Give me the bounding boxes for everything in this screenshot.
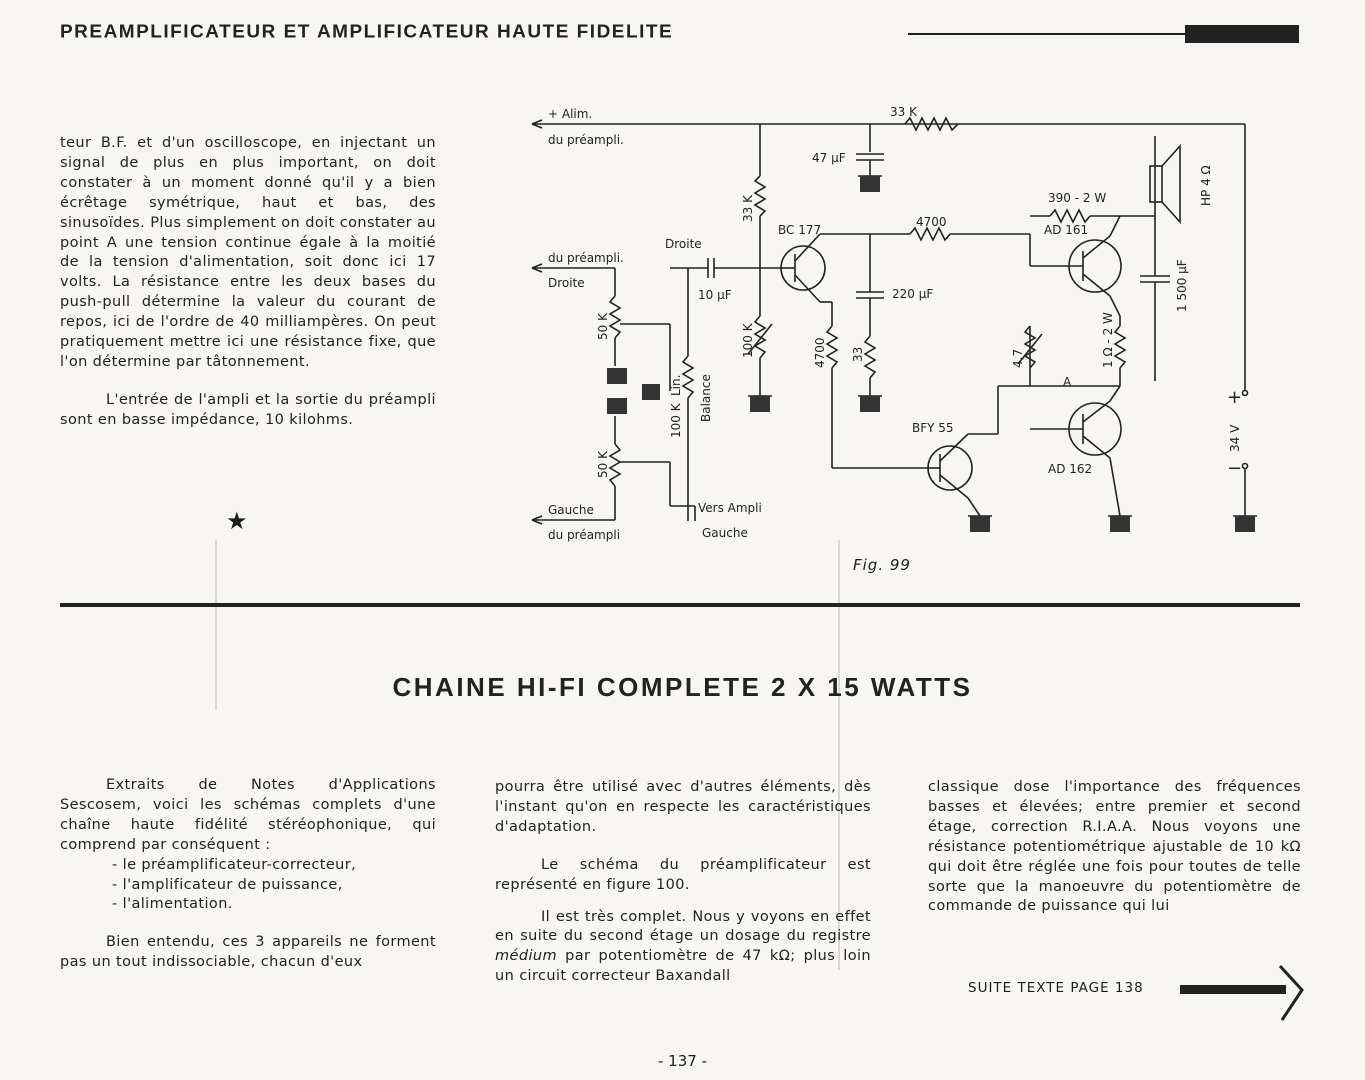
label-du-preampli: du préampli.: [548, 251, 624, 265]
label-r47: 4,7: [1011, 348, 1025, 368]
label-r33k: 33 K: [890, 105, 917, 119]
label-point-a: A: [1063, 375, 1072, 389]
label-c47: 47 µF: [812, 151, 846, 165]
figure-caption: Fig. 99: [853, 556, 911, 574]
label-minus: −: [1227, 458, 1243, 479]
label-ad162: AD 162: [1048, 462, 1093, 476]
paragraph: Extraits de Notes d'Applications Sescosem, voici les schémas complets d'une chaîne haute fidélité stéréophonique, qui comprend par conséquent :: [60, 777, 436, 853]
paragraph: Bien entendu, ces 3 appareils ne forment pas un tout indissociable, chacun d'eux: [60, 934, 436, 971]
label-gauche: Gauche: [548, 503, 594, 517]
list-item: - le préamplificateur-correcteur,: [112, 856, 357, 873]
label-c10: 10 µF: [698, 288, 732, 302]
label-r33k-vertical: 33 K: [741, 195, 755, 222]
label-balance: Balance: [699, 374, 713, 422]
continued-notice: SUITE TEXTE PAGE 138: [968, 980, 1144, 996]
label-hp: HP 4 Ω: [1199, 165, 1213, 206]
top-left-column: [60, 134, 436, 431]
label-du-preampli: du préampli.: [548, 133, 624, 147]
label-c1500: 1 500 µF: [1175, 259, 1189, 312]
label-r100k: 100 K: [669, 403, 683, 438]
list-item: - l'alimentation.: [112, 896, 233, 913]
label-du-preampli: du préampli: [548, 528, 621, 542]
label-ad161: AD 161: [1044, 223, 1089, 237]
label-plus: +: [1227, 387, 1243, 408]
label-v34: 34 V: [1228, 424, 1242, 452]
label-r50k: 50 K: [596, 313, 610, 340]
star-mark: ★: [226, 507, 248, 535]
text-span: par potentiomètre de 47 kΩ; plus loin un circuit correcteur Baxandall: [495, 948, 871, 985]
label-vers-ampli: Vers Ampli: [698, 501, 762, 515]
label-droite: Droite: [665, 237, 702, 251]
header-block: [1185, 25, 1299, 43]
label-alim: + Alim.: [548, 107, 593, 121]
label-droite: Droite: [548, 276, 585, 290]
text-span: Il est très complet. Nous y voyons en effet en suite du second étage un dosage du registre: [495, 908, 871, 945]
section-title: CHAINE HI-FI COMPLETE 2 X 15 WATTS: [392, 672, 973, 702]
label-bc177: BC 177: [778, 223, 822, 237]
paragraph: pourra être utilisé avec d'autres éléments, dès l'instant qu'on en respecte les caractéristiques d'adaptation.: [495, 779, 871, 835]
label-r50k: 50 K: [596, 451, 610, 478]
paragraph: teur B.F. et d'un oscilloscope, en injectant un signal de plus en plus important, on doit constater à un moment donné qu'il y a bien écrêtage symétrique, haut et bas, des sinusoïdes. Plus simplement on doit constater au point A une tension continue égale à la moitié de la tension d'alimentation, soit donc ici 17 volts. La résistance entre les deux bases du push-pull détermine la valeur du courant de repos, ici de l'ordre de 40 milliampères. On peut pratiquement mettre ici une résistance fixe, que l'on détermine par tâtonnement.: [60, 135, 436, 370]
column-3: [928, 778, 1301, 917]
emphasis: médium: [495, 948, 557, 965]
paragraph: L'entrée de l'ampli et la sortie du préampli sont en basse impédance, 10 kilohms.: [60, 391, 436, 428]
page-header-title: PREAMPLIFICATEUR ET AMPLIFICATEUR HAUTE FIDELITE: [60, 22, 674, 43]
label-r390: 390 - 2 W: [1048, 191, 1107, 205]
schematic-figure: [520, 96, 1290, 566]
label-lin: Lin.: [669, 374, 683, 396]
list-item: - l'amplificateur de puissance,: [112, 876, 343, 893]
paragraph: Le schéma du préamplificateur est représenté en figure 100.: [495, 856, 871, 893]
paragraph: classique dose l'importance des fréquences basses et élevées; entre premier et second étage, correction R.I.A.A. Nous voyons une résistance potentiométrique ajustable de 10 kΩ qui doit être réglée une fois pour toutes de telle sorte que la manoeuvre du potentiomètre de commande de puissance qui lui: [928, 779, 1301, 915]
label-r4700: 4700: [813, 337, 827, 368]
section-divider: [60, 603, 1300, 607]
column-2: [495, 778, 871, 987]
paragraph: [495, 908, 871, 988]
column-1: [60, 776, 436, 973]
continued-arrow-icon: [1276, 962, 1306, 1024]
label-r1ohm: 1 Ω - 2 W: [1101, 312, 1115, 368]
header-rule: [908, 33, 1188, 35]
continued-bar: [1180, 985, 1286, 994]
page-number: - 137 -: [658, 1052, 707, 1070]
label-gauche: Gauche: [702, 526, 748, 540]
label-bfy55: BFY 55: [912, 421, 954, 435]
label-r100k: 100 K: [741, 323, 755, 358]
label-r4700: 4700: [916, 215, 947, 229]
label-c220: 220 µF: [892, 287, 934, 301]
label-r33: 33: [851, 346, 865, 362]
